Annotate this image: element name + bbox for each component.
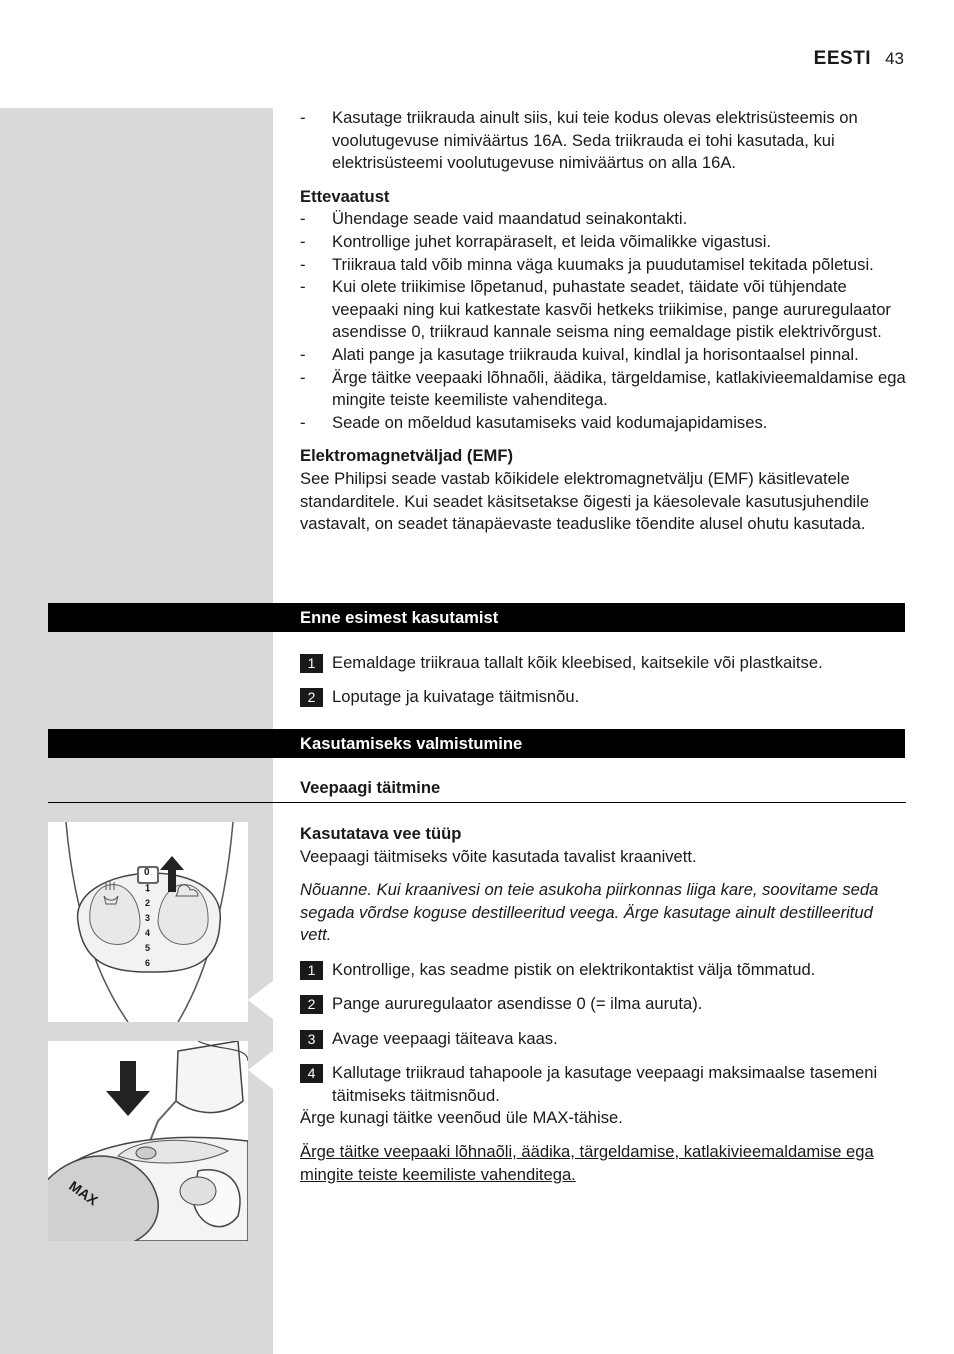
caution-item: - Kui olete triikimise lõpetanud, puhastate seadet, täidate või tühjendate veepaaki ning kui katkestate kasvõi hetkeks triikimise, pange aururegulaator asendisse 0, triikraud kannale seisma ning eemaldage pistik elektrivõrgust.	[300, 276, 906, 344]
subsection-rule	[48, 802, 906, 803]
fill-water-drawing	[48, 1041, 248, 1241]
dial-mark-6: 6	[145, 958, 151, 968]
step-text: Avage veepaagi täiteava kaas.	[332, 1029, 558, 1048]
prepare-step	[300, 959, 906, 982]
emf-heading: Elektromagnetväljad (EMF)	[300, 446, 513, 466]
page-header	[814, 48, 904, 70]
dial-mark-4: 4	[145, 928, 151, 938]
caution-item: - Kontrollige juhet korrapäraselt, et leida võimalikke vigastusi.	[300, 231, 906, 254]
max-note: Ärge kunagi täitke veenõud üle MAX-tähise.	[300, 1108, 623, 1127]
water-type-block	[300, 823, 906, 947]
dial-mark-0: 0	[144, 867, 150, 878]
section-bar-prepare	[48, 729, 905, 758]
caution-item: - Triikraua tald võib minna väga kuumaks ja puudutamisel tekitada põletusi.	[300, 254, 906, 277]
section-title-prepare: Kasutamiseks valmistumine	[300, 734, 523, 753]
dial-mark-3: 3	[145, 913, 151, 923]
dial-mark-2: 2	[145, 898, 151, 908]
intro-bullet: - Kasutage triikrauda ainult siis, kui teie kodus olevas elektrisüsteemis on voolutugevuse nimiväärtus 16A. Seda triikrauda ei tohi kasutada, kui elektrisüsteemi voolutugevuse nimiväärtus on alla 16A.	[300, 107, 906, 175]
first-use-step	[300, 686, 906, 709]
step-number: 2	[300, 688, 323, 707]
page-number: 43	[885, 49, 904, 68]
fill-water-illustration	[48, 1041, 248, 1241]
caution-item: - Ärge täitke veepaaki lõhnaõli, äädika, tärgeldamise, katlakivieemaldamise ega mingite teiste keemiliste vahenditega.	[300, 367, 906, 412]
section-title-first-use: Enne esimest kasutamist	[300, 608, 499, 627]
step-text: Kallutage triikraud tahapoole ja kasutage veepaagi maksimaalse tasemeni täitmiseks täitmisnõud.	[332, 1063, 878, 1105]
first-use-step	[300, 652, 906, 675]
caution-item: - Seade on mõeldud kasutamiseks vaid kodumajapidamises.	[300, 412, 906, 435]
steam-dial-illustration	[48, 822, 248, 1022]
step-text: Pange aururegulaator asendisse 0 (= ilma auruta).	[332, 994, 703, 1013]
chemical-warning: Ärge täitke veepaaki lõhnaõli, äädika, tärgeldamise, katlakivieemaldamise ega mingite teiste keemiliste vahenditega.	[300, 1142, 874, 1184]
caution-item: - Alati pange ja kasutage triikrauda kuival, kindlal ja horisontaalsel pinnal.	[300, 344, 906, 367]
prepare-step	[300, 993, 906, 1016]
section-bar-first-use	[48, 603, 905, 632]
caution-item: - Ühendage seade vaid maandatud seinakontakti.	[300, 208, 906, 231]
step-number: 3	[300, 1030, 323, 1049]
caution-heading: Ettevaatust	[300, 186, 390, 206]
step-text: Eemaldage triikraua tallalt kõik kleebised, kaitsekile või plastkaitse.	[332, 653, 823, 672]
language-label: EESTI	[813, 48, 872, 69]
callout-pointer	[248, 980, 274, 1020]
water-type-heading: Kasutatava vee tüüp	[300, 824, 462, 843]
water-type-text: Veepaagi täitmiseks võite kasutada tavalist kraanivett.	[300, 846, 697, 866]
tip-text: Nõuanne. Kui kraanivesi on teie asukoha piirkonnas liiga kare, soovitame seda segada võrdse koguse destilleeritud veega. Ärge kasutage ainult destilleeritud vett.	[300, 880, 879, 945]
prepare-step	[300, 1028, 906, 1051]
max-label: MAX	[66, 1177, 101, 1209]
prepare-step	[300, 1062, 906, 1107]
step-text: Kontrollige, kas seadme pistik on elektrikontaktist välja tõmmatud.	[332, 960, 816, 979]
emf-paragraph: See Philipsi seade vastab kõikidele elektromagnetvälju (EMF) käsitlevatele standarditele. Kui seadet käsitsetakse õigesti ja käesolevale kasutusjuhendile vastavalt, on seadet tänapäevaste teaduslike tõendite alusel ohutu kasutada.	[300, 468, 870, 534]
safety-text-column	[300, 107, 906, 536]
dial-mark-1: 1	[145, 883, 151, 893]
step-number: 2	[300, 995, 323, 1014]
subsection-title: Veepaagi täitmine	[300, 778, 441, 797]
step-number: 4	[300, 1064, 323, 1083]
step-text: Loputage ja kuivatage täitmisnõu.	[332, 687, 580, 706]
dial-mark-5: 5	[145, 943, 151, 953]
step-number: 1	[300, 654, 323, 673]
step-number: 1	[300, 961, 323, 980]
callout-pointer	[248, 1050, 274, 1090]
